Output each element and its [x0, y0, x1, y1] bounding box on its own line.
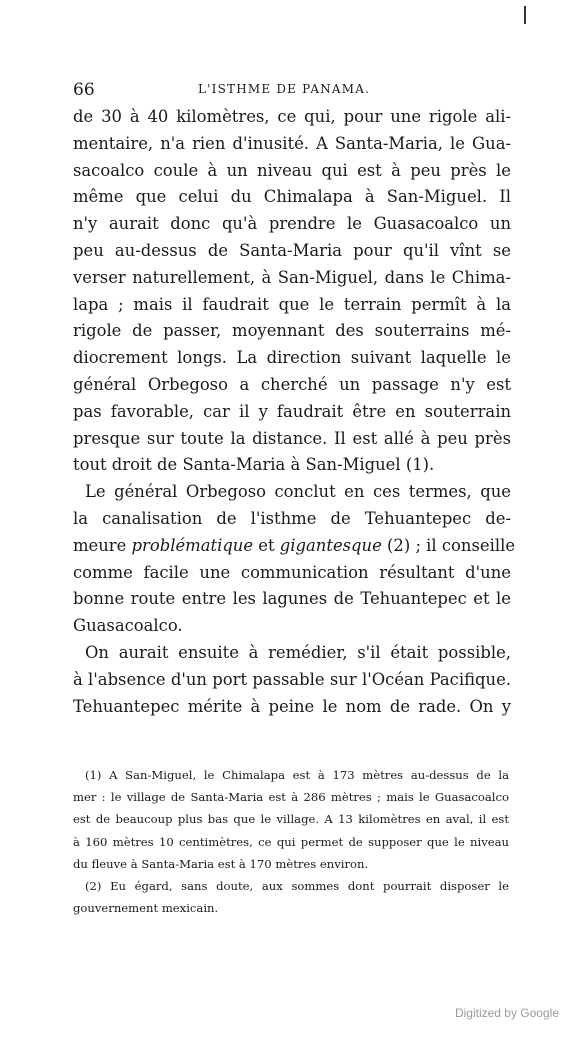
digitized-watermark: Digitized by Google — [454, 1006, 559, 1020]
footnote-line: (2) Eu égard, sans doute, aux sommes dont pourrait disposer le — [85, 879, 509, 894]
italic-text: gigantesque — [279, 535, 382, 555]
footnotes — [73, 764, 509, 919]
footnote-line: du fleuve à Santa-Maria est à 170 mètres environ. — [73, 856, 369, 871]
text-line: Le général Orbegoso conclut en ces termes, que — [85, 482, 511, 502]
page-edge-mark — [524, 6, 526, 24]
text-line: la canalisation de l'isthme de Tehuantepec de- — [73, 508, 511, 528]
text-line: général Orbegoso a cherché un passage n'y est — [73, 374, 511, 394]
text-line: On aurait ensuite à remédier, s'il était possible, — [85, 642, 511, 662]
footnote-line: (1) A San-Miguel, le Chimalapa est à 173 mètres au-dessus de la — [85, 768, 509, 782]
footnote-line: est de beaucoup plus bas que le village. A 13 kilomètres en aval, il est — [73, 812, 509, 827]
text-line: rigole de passer, moyennant des souterrains mé- — [73, 321, 511, 341]
text-line-with-italics — [73, 533, 516, 560]
text-line: pas favorable, car il y faudrait être en souterrain — [73, 401, 511, 421]
text-line: de 30 à 40 kilomètres, ce qui, pour une rigole ali- — [73, 107, 511, 126]
body-text — [73, 104, 516, 720]
text-line: mentaire, n'a rien d'inusité. A Santa-Maria, le Gua- — [73, 133, 511, 153]
text-line: presque sur toute la distance. Il est allé à peu près — [73, 428, 511, 448]
page-header — [73, 80, 513, 104]
text-line: Tehuantepec mérite à peine le nom de rade. On y — [73, 696, 511, 716]
text-line: comme facile une communication résultant d'une — [73, 562, 511, 582]
text-line: verser naturellement, à San-Miguel, dans le Chima- — [73, 267, 511, 287]
text-line: lapa ; mais il faudrait que le terrain permît à la — [73, 294, 511, 314]
text-run: meure — [73, 535, 132, 555]
text-line: Guasacoalco. — [73, 616, 183, 636]
page-number: 66 — [73, 80, 95, 100]
footnote-line: gouvernement mexicain. — [73, 901, 219, 916]
text-line: sacoalco coule à un niveau qui est à peu près le — [73, 160, 511, 180]
italic-text: problématique — [131, 535, 254, 555]
text-line: tout droit de Santa-Maria à San-Miguel (1). — [73, 455, 435, 475]
footnote-line: à 160 mètres 10 centimètres, ce qui permet de supposer que le niveau — [73, 834, 509, 849]
text-line: diocrement longs. La direction suivant laquelle le — [73, 348, 511, 368]
text-line: bonne route entre les lagunes de Tehuantepec et le — [73, 589, 511, 609]
text-line: n'y aurait donc qu'à prendre le Guasacoalco un — [73, 214, 511, 234]
footnote-line: mer : le village de Santa-Maria est à 286 mètres ; mais le Guasacoalco — [73, 790, 509, 805]
text-run: (2) ; il conseille — [381, 535, 516, 555]
text-line: peu au-dessus de Santa-Maria pour qu'il vînt se — [73, 240, 511, 260]
running-title: L'ISTHME DE PANAMA. — [198, 82, 371, 96]
text-run: et — [253, 535, 280, 555]
text-line: à l'absence d'un port passable sur l'Océan Pacifique. — [73, 669, 511, 689]
text-line: même que celui du Chimalapa à San-Miguel. Il — [73, 187, 511, 207]
